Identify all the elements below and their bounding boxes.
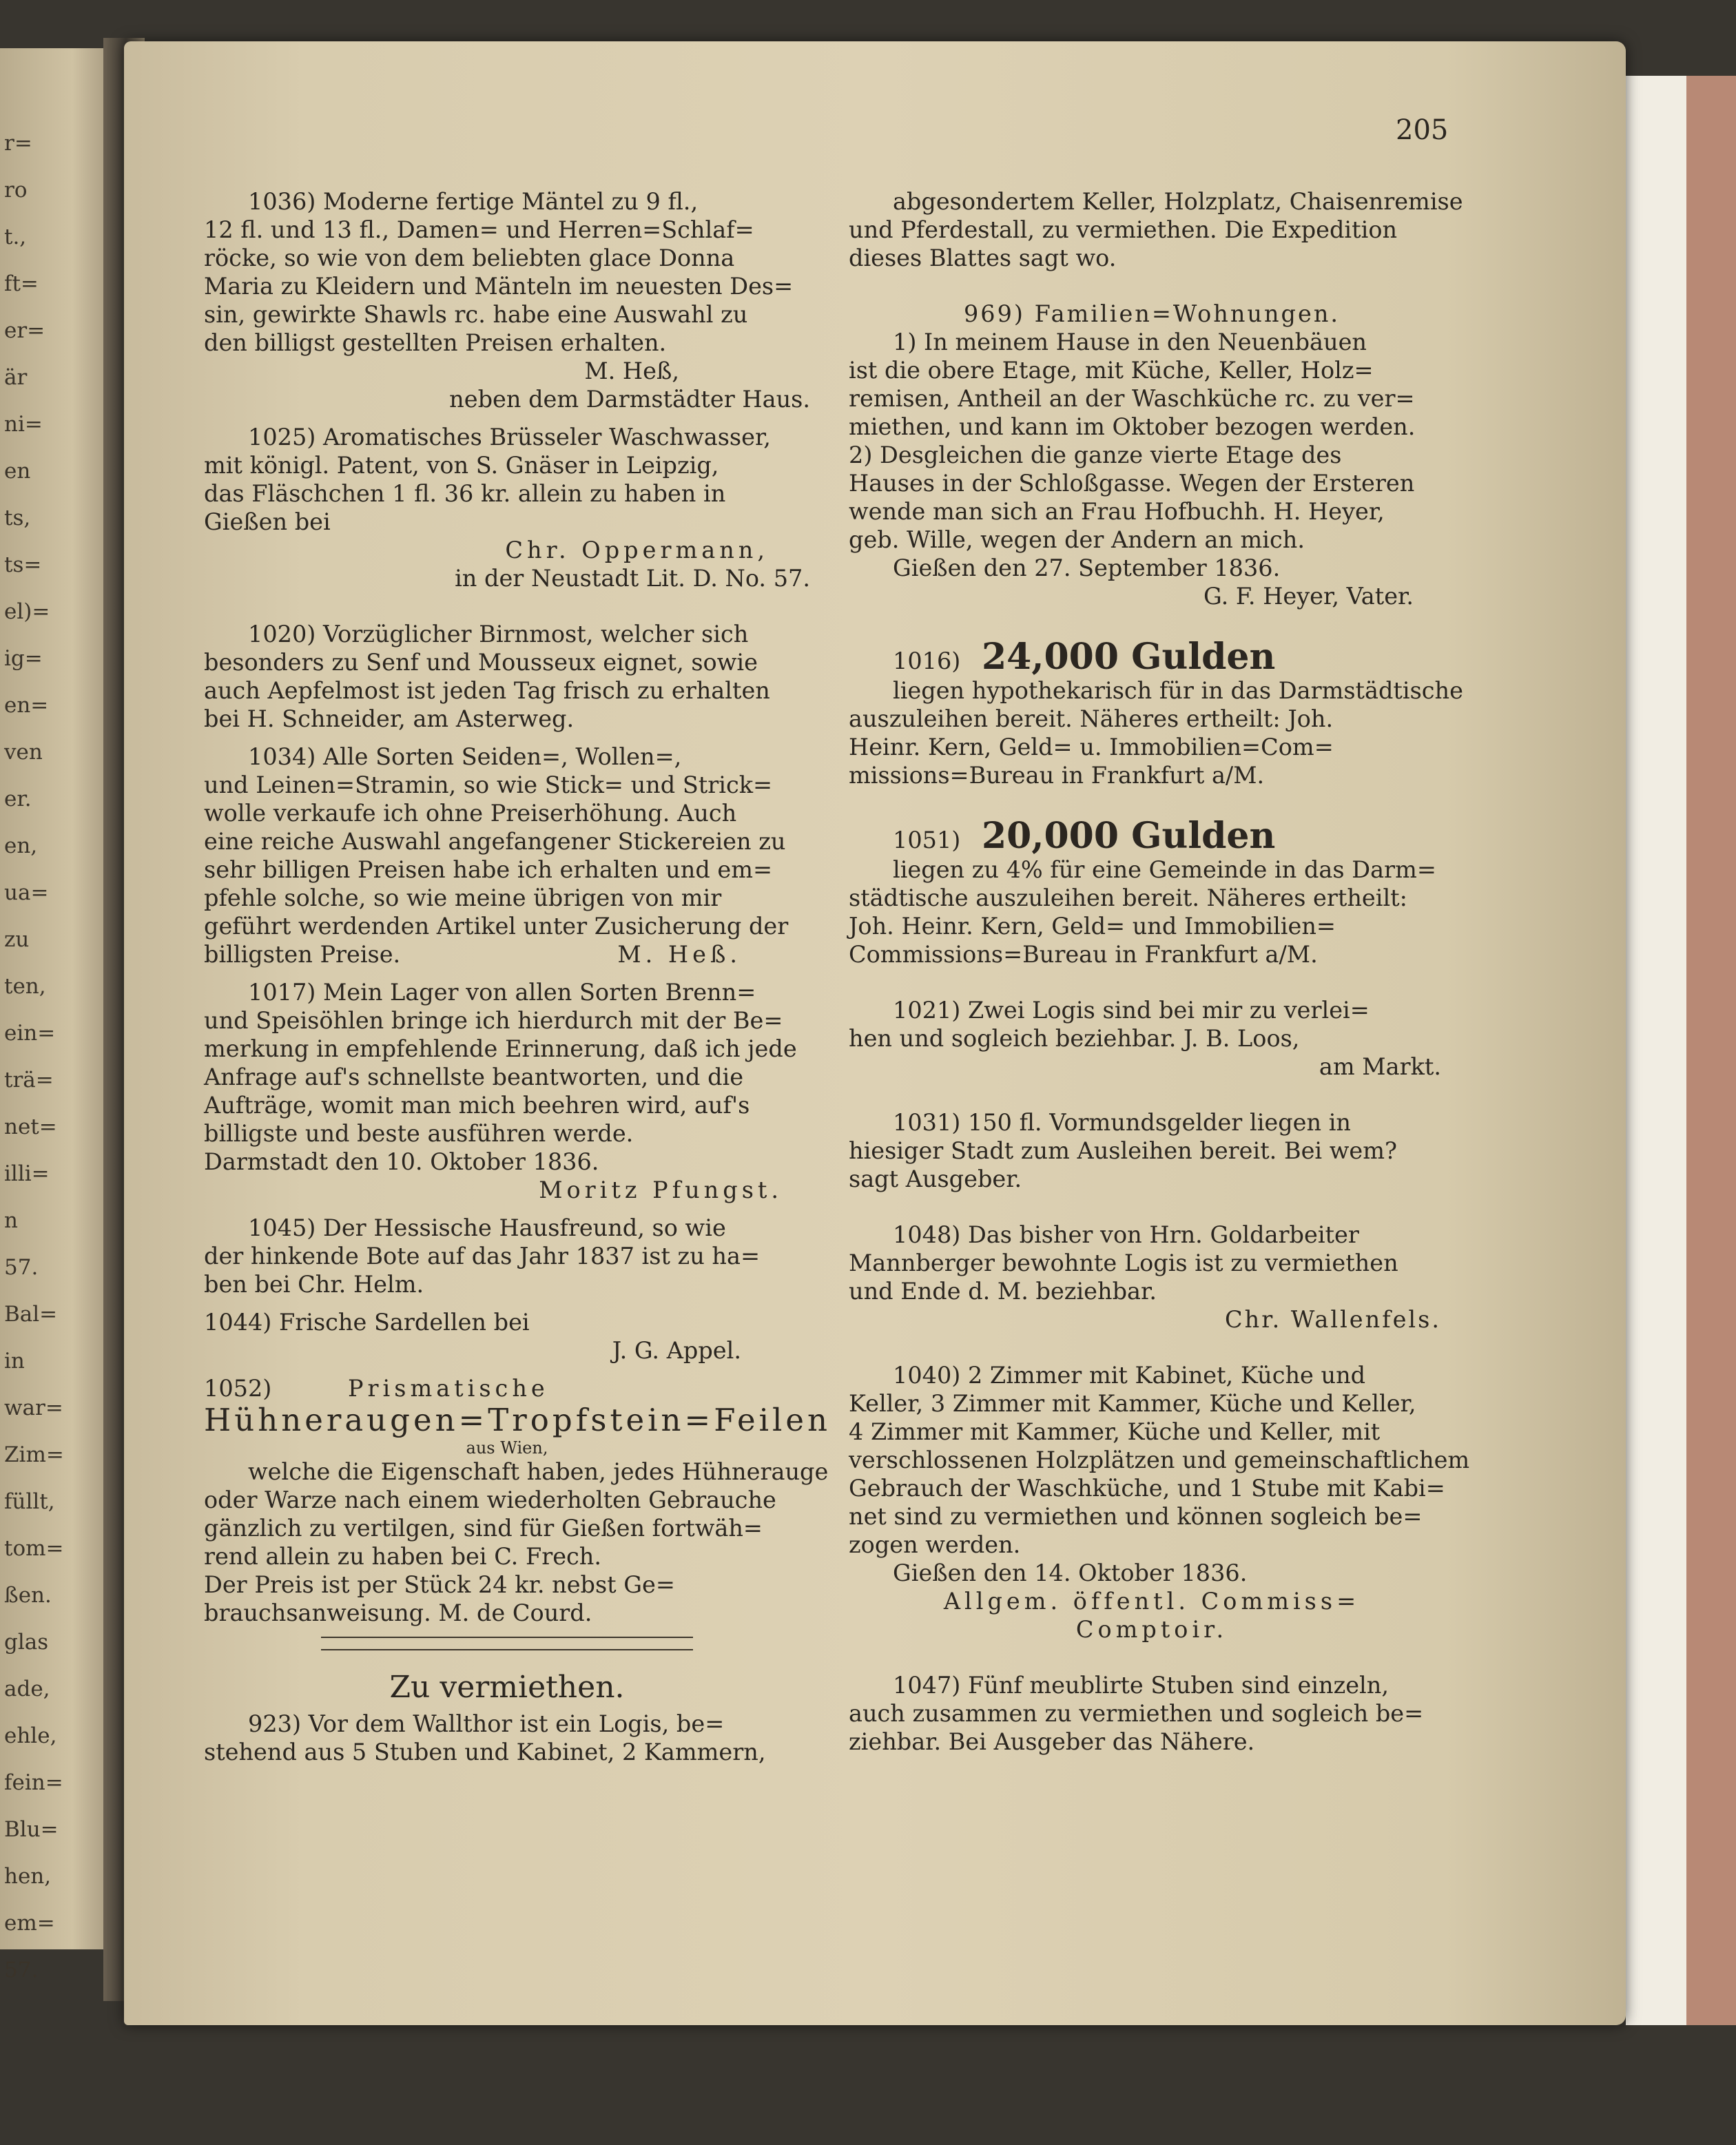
text-line: und Pferdestall, zu vermiethen. Die Expedition (849, 216, 1398, 243)
text-line: bei H. Schneider, am Asterweg. (204, 705, 575, 732)
text-line: remisen, Antheil an der Waschküche rc. zu ver= (849, 385, 1415, 412)
text-line: Gebrauch der Waschküche, und 1 Stube mit Kabi= (849, 1475, 1445, 1502)
ad-1052 (204, 1374, 831, 1627)
text-line: ziehbar. Bei Ausgeber das Nähere. (849, 1728, 1255, 1755)
text-line: oder Warze nach einem wiederholten Gebrauche (204, 1486, 776, 1513)
book-cover (1686, 76, 1736, 2025)
text-line: billigste und beste ausführen werde. (204, 1120, 634, 1147)
text-line: gänzlich zu vertilgen, sind für Gießen fortwäh= (204, 1515, 763, 1542)
text-line: das Fläschchen 1 fl. 36 kr. allein zu haben in (204, 480, 726, 507)
previous-page-fragment: en= (4, 693, 49, 718)
text-line: und Ende d. M. beziehbar. (849, 1278, 1157, 1305)
ad-address: am Markt. (1319, 1053, 1441, 1080)
text-line: 923) Vor dem Wallthor ist ein Logis, be= (248, 1710, 725, 1737)
previous-page-fragment: ehle, (4, 1723, 57, 1748)
ad-text (849, 1671, 1455, 1756)
ad-signature: Comptoir. (1075, 1616, 1228, 1643)
previous-page-fragment: r= (4, 131, 32, 156)
ad-signature: M. Heß. (617, 941, 741, 968)
ad-1044 (204, 1308, 810, 1365)
previous-page-fragment: är (4, 365, 28, 390)
text-line: 1040) 2 Zimmer mit Kabinet, Küche und (893, 1362, 1366, 1389)
previous-page-fragment: ig= (4, 646, 43, 671)
previous-page-fragment: t., (4, 225, 27, 249)
previous-page-fragment: glas (4, 1630, 49, 1655)
text-line: 1) In meinem Hause in den Neuenbäuen (893, 329, 1367, 355)
text-line: 1021) Zwei Logis sind bei mir zu verlei= (893, 997, 1370, 1024)
text-line: Der Preis ist per Stück 24 kr. nebst Ge= (204, 1571, 675, 1598)
text-line: Heinr. Kern, Geld= u. Immobilien=Com= (849, 734, 1334, 760)
ad-1034 (204, 743, 810, 968)
text-line: wende man sich an Frau Hofbuchh. H. Heyer, (849, 498, 1385, 525)
text-line: missions=Bureau in Frankfurt a/M. (849, 762, 1265, 789)
page-number: 205 (1396, 114, 1449, 146)
previous-page-fragment: ni= (4, 412, 43, 437)
text-line: besonders zu Senf und Mousseux eignet, sowie (204, 649, 758, 676)
ad-text (204, 1710, 810, 1766)
ad-1017 (204, 978, 810, 1204)
previous-page-fragment: er= (4, 318, 45, 343)
text-line: Gießen bei (204, 508, 331, 535)
text-line: Keller, 3 Zimmer mit Kammer, Küche und Keller, (849, 1390, 1416, 1417)
text-line: Anfrage auf's schnellste beantworten, und die (204, 1064, 744, 1090)
previous-page-fragment: ft= (4, 271, 39, 296)
ad-signature: Allgem. öffentl. Commiss= (943, 1588, 1361, 1615)
text-line: und Leinen=Stramin, so wie Stick= und Strick= (204, 771, 773, 798)
ad-signature: Chr. Oppermann, (505, 537, 769, 563)
text-line: mit königl. Patent, von S. Gnäser in Leipzig, (204, 452, 719, 479)
ad-heading: 969) Familien=Wohnungen. (963, 300, 1341, 327)
text-line: der hinkende Bote auf das Jahr 1837 ist zu ha= (204, 1243, 761, 1270)
ad-text (204, 743, 810, 968)
ad-address: in der Neustadt Lit. D. No. 57. (455, 565, 810, 592)
text-line: abgesondertem Keller, Holzplatz, Chaisenremise (893, 188, 1463, 215)
text-line: stehend aus 5 Stuben und Kabinet, 2 Kammern, (204, 1739, 766, 1765)
text-line: auszuleihen bereit. Näheres ertheilt: Joh. (849, 705, 1334, 732)
ad-address: neben dem Darmstädter Haus. (449, 386, 810, 413)
right-column (849, 187, 1470, 1765)
previous-page-fragment: el)= (4, 599, 50, 624)
previous-page-fragment: 57. (4, 1958, 39, 1982)
text-line: 1034) Alle Sorten Seiden=, Wollen=, (248, 743, 682, 770)
text-line: städtische auszuleihen bereit. Näheres ertheilt: (849, 884, 1407, 911)
divider (321, 1637, 693, 1638)
text-line: verschlossenen Holzplätzen und gemeinschaftlichem (849, 1447, 1470, 1473)
previous-page-fragment: ade, (4, 1677, 50, 1701)
previous-page-fragment: Zim= (4, 1442, 64, 1467)
ad-1021 (849, 996, 1455, 1081)
previous-page-fragment: trä= (4, 1068, 54, 1092)
text-line: 4 Zimmer mit Kammer, Küche und Keller, mit (849, 1418, 1381, 1445)
text-line: 1020) Vorzüglicher Birnmost, welcher sich (248, 621, 749, 647)
section-heading: Zu vermiethen. (389, 1670, 625, 1705)
ad-969 (849, 300, 1455, 610)
text-line: hiesiger Stadt zum Ausleihen bereit. Bei wem? (849, 1137, 1397, 1164)
text-line: ist die obere Etage, mit Küche, Keller, Holz= (849, 357, 1374, 384)
ad-1047 (849, 1671, 1455, 1756)
previous-page-fragment: ven (4, 740, 43, 765)
ad-text (849, 1221, 1455, 1305)
text-line: 2) Desgleichen die ganze vierte Etage des (849, 442, 1342, 468)
ad-1045 (204, 1214, 810, 1298)
text-line: 1025) Aromatisches Brüsseler Waschwasser, (248, 424, 771, 450)
previous-page-fragment: em= (4, 1911, 55, 1936)
divider (321, 1649, 693, 1650)
ad-text (204, 1458, 829, 1627)
previous-page-fragment: war= (4, 1396, 63, 1420)
text-line: und Speisöhlen bringe ich hierdurch mit der Be= (204, 1007, 783, 1034)
previous-page-fragment: en, (4, 833, 38, 858)
previous-page-edge (0, 48, 121, 1982)
text-line: sin, gewirkte Shawls rc. habe eine Auswahl zu (204, 301, 748, 328)
previous-page-fragment: ein= (4, 1021, 56, 1046)
ad-text: 1044) Frische Sardellen bei (204, 1309, 530, 1336)
ad-amount: 24,000 Gulden (981, 636, 1276, 678)
text-line: pfehle solche, so wie meine übrigen von mir (204, 884, 722, 911)
text-line: dieses Blattes sagt wo. (849, 245, 1117, 271)
text-line: Commissions=Bureau in Frankfurt a/M. (849, 941, 1318, 968)
text-line: 1036) Moderne fertige Mäntel zu 9 fl., (248, 188, 699, 215)
left-column (204, 187, 831, 1776)
previous-page-fragment: in (4, 1349, 25, 1374)
text-line: hen und sogleich beziehbar. J. B. Loos, (849, 1025, 1300, 1052)
ad-1051 (849, 817, 1455, 968)
ad-subtitle: aus Wien, (466, 1438, 548, 1458)
previous-page-fragment: n (4, 1208, 18, 1233)
ad-text (849, 676, 1463, 789)
previous-page-fragment: zu (4, 927, 30, 952)
ad-signature: G. F. Heyer, Vater. (1203, 583, 1414, 610)
ad-1031 (849, 1108, 1455, 1193)
ad-amount: 20,000 Gulden (981, 815, 1276, 857)
text-line: Mannberger bewohnte Logis ist zu vermiethen (849, 1250, 1398, 1276)
ad-number: 1052) (204, 1375, 272, 1402)
text-line: röcke, so wie von dem beliebten glace Donna (204, 245, 735, 271)
ad-1016 (849, 636, 1463, 789)
ad-1025 (204, 423, 810, 592)
text-line: den billigst gestellten Preisen erhalten. (204, 329, 667, 356)
previous-page-fragment: Blu= (4, 1817, 59, 1842)
text-line: rend allein zu haben bei C. Frech. (204, 1543, 602, 1570)
text-line: 12 fl. und 13 fl., Damen= und Herren=Schlaf= (204, 216, 754, 243)
text-line: zogen werden. (849, 1531, 1021, 1558)
previous-page-fragment: 57. (4, 1255, 39, 1280)
previous-page-fragment: ts= (4, 552, 42, 577)
text-line: 1017) Mein Lager von allen Sorten Brenn= (248, 979, 756, 1006)
text-line: Aufträge, womit man mich beehren wird, auf's (204, 1092, 750, 1119)
ad-923-continued (849, 187, 1463, 272)
text-line: liegen zu 4% für eine Gemeinde in das Darm= (893, 856, 1436, 883)
text-line: Maria zu Kleidern und Mänteln im neuesten Des= (204, 273, 794, 300)
ad-signature: Chr. Wallenfels. (1225, 1306, 1441, 1333)
previous-page-fragment: hen, (4, 1864, 52, 1889)
ad-signature: J. G. Appel. (612, 1337, 741, 1364)
ad-heading: Prismatische (347, 1375, 549, 1402)
text-line: geführt werdenden Artikel unter Zusicherung der (204, 913, 789, 940)
ad-text (849, 328, 1455, 554)
text-line: geb. Wille, wegen der Andern an mich. (849, 526, 1305, 553)
ad-date: Gießen den 14. Oktober 1836. (893, 1559, 1248, 1586)
previous-page-fragment: ts, (4, 506, 31, 530)
text-line: 1045) Der Hessische Hausfreund, so wie (248, 1214, 726, 1241)
previous-page-fragment: ten, (4, 974, 46, 999)
previous-page-fragment: ßen. (4, 1583, 52, 1608)
text-line: billigsten Preise. (204, 941, 401, 968)
ad-text (204, 978, 810, 1148)
text-line: 1031) 150 fl. Vormundsgelder liegen in (893, 1109, 1352, 1136)
ad-1040 (849, 1361, 1470, 1644)
text-line: Hauses in der Schloßgasse. Wegen der Ersteren (849, 470, 1415, 497)
ad-signature: M. Heß, (584, 358, 679, 384)
previous-page-fragment: ro (4, 178, 28, 203)
text-line: net sind zu vermiethen und können sogleich be= (849, 1503, 1423, 1530)
next-sheet (1626, 76, 1691, 2025)
previous-page-fragment: ua= (4, 880, 49, 905)
ad-1036 (204, 187, 810, 413)
text-line: auch Aepfelmost ist jeden Tag frisch zu erhalten (204, 677, 770, 704)
previous-page-fragment: füllt, (4, 1489, 55, 1514)
text-line: sagt Ausgeber. (849, 1165, 1022, 1192)
ad-date: Darmstadt den 10. Oktober 1836. (204, 1148, 599, 1175)
text-line: 1048) Das bisher von Hrn. Goldarbeiter (893, 1221, 1359, 1248)
ad-text (849, 856, 1455, 968)
ad-1048 (849, 1221, 1455, 1334)
ad-title: Hühneraugen=Tropfstein=Feilen (204, 1402, 831, 1438)
ad-text (204, 620, 810, 733)
text-line: miethen, und kann im Oktober bezogen werden. (849, 413, 1416, 440)
previous-page-fragment: fein= (4, 1770, 63, 1795)
previous-page-fragment: net= (4, 1115, 57, 1139)
text-line: brauchsanweisung. M. de Courd. (204, 1599, 592, 1626)
previous-page-fragment: er. (4, 787, 32, 811)
ad-signature: Moritz Pfungst. (539, 1177, 783, 1203)
previous-page-fragment: illi= (4, 1161, 50, 1186)
previous-page-fragment: en (4, 459, 31, 484)
previous-page-fragment: Bal= (4, 1302, 58, 1327)
text-line: eine reiche Auswahl angefangener Stickereien zu (204, 828, 786, 855)
text-line: ben bei Chr. Helm. (204, 1271, 424, 1298)
text-line: liegen hypothekarisch für in das Darmstädtische (893, 677, 1463, 704)
text-line: Joh. Heinr. Kern, Geld= und Immobilien= (849, 913, 1336, 940)
text-line: 1047) Fünf meublirte Stuben sind einzeln, (893, 1672, 1389, 1699)
text-line: wolle verkaufe ich ohne Preiserhöhung. Auch (204, 800, 737, 827)
ad-text (204, 423, 810, 536)
ad-1020 (204, 620, 810, 733)
previous-page-fragment: tom= (4, 1536, 64, 1561)
text-line: welche die Eigenschaft haben, jedes Hühnerauge (248, 1458, 829, 1485)
ad-text (849, 1108, 1455, 1193)
ad-text (849, 1361, 1470, 1559)
text-line: sehr billigen Preisen habe ich erhalten und em= (204, 856, 773, 883)
ad-number: 1051) (893, 827, 961, 853)
ad-number: 1016) (893, 647, 961, 674)
text-line: auch zusammen zu vermiethen und sogleich be= (849, 1700, 1424, 1727)
ad-text (849, 996, 1455, 1053)
ad-text (849, 187, 1463, 272)
text-line: merkung in empfehlende Erinnerung, daß ich jede (204, 1035, 797, 1062)
ad-923 (204, 1710, 810, 1766)
ad-date: Gießen den 27. September 1836. (893, 555, 1281, 581)
ad-text (204, 187, 810, 357)
ad-text (204, 1214, 810, 1298)
